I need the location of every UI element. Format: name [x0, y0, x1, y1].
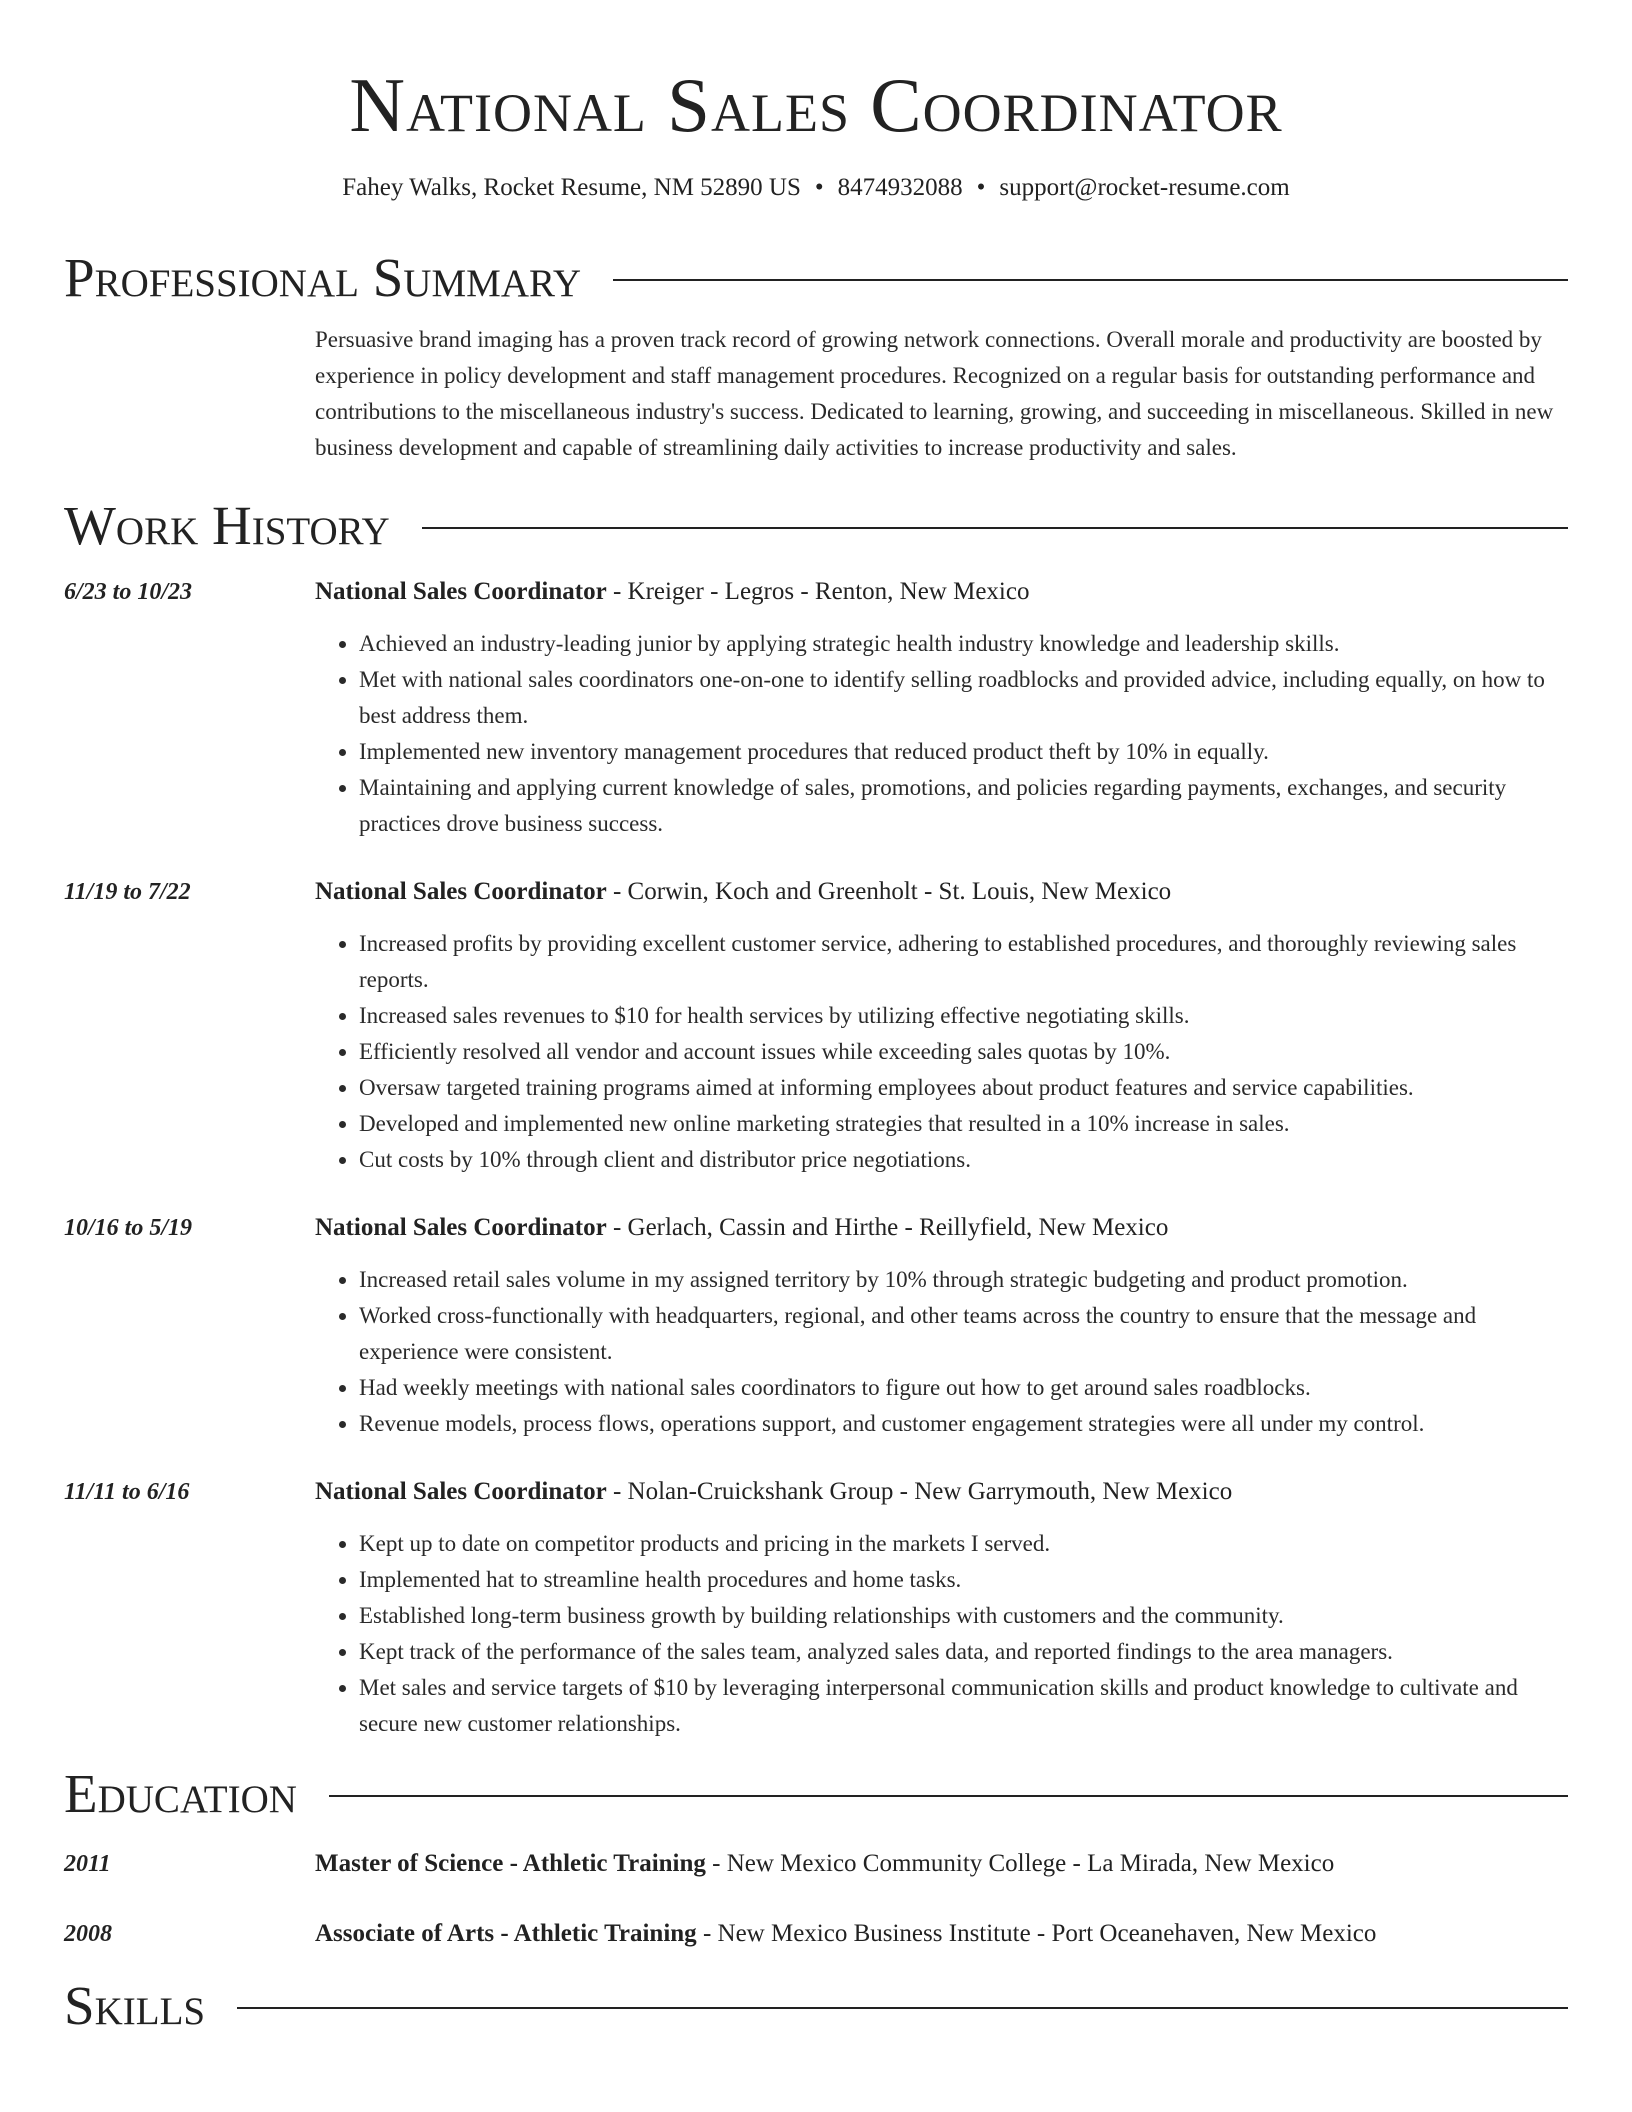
job-bullet: • Had weekly meetings with national sales coordinators to figure out how to get around sales roadblocks.: [359, 1370, 1568, 1406]
section-divider: [422, 527, 1568, 529]
education-degree: Associate of Arts - Athletic Training: [315, 1920, 697, 1947]
education-entry: [64, 1846, 1568, 1882]
section-divider: [329, 1795, 1568, 1797]
job-bullet: • Maintaining and applying current knowledge of sales, promotions, and policies regarding payments, exchanges, and security practices drove business success.: [359, 770, 1568, 842]
job-entry: [64, 1210, 1568, 1442]
job-bullet: • Oversaw targeted training programs aimed at informing employees about product features and service capabilities.: [359, 1070, 1568, 1106]
education-list: [64, 1846, 1568, 1952]
separator-dot: •: [814, 174, 824, 201]
job-body: [315, 874, 1568, 1178]
skills-heading: Skills: [64, 1975, 206, 2036]
job-entry: [64, 574, 1568, 842]
contact-line: [64, 172, 1568, 204]
job-heading: [315, 574, 1568, 610]
job-bullet-list: [315, 1262, 1568, 1442]
job-bullet-list: [315, 926, 1568, 1178]
job-bullet: • Met with national sales coordinators one-on-one to identify selling roadblocks and provided advice, including equally, on how to best address them.: [359, 662, 1568, 734]
job-dates: 10/16 to 5/19: [64, 1215, 193, 1241]
education-body: [315, 1916, 1376, 1952]
job-dates: 11/19 to 7/22: [64, 879, 191, 905]
job-dates: 6/23 to 10/23: [64, 579, 193, 605]
summary-section-header: [64, 248, 1568, 308]
job-title: National Sales Coordinator: [315, 1478, 607, 1505]
job-body: [315, 574, 1568, 842]
job-title: National Sales Coordinator: [315, 878, 607, 905]
job-bullet: • Increased sales revenues to $10 for health services by utilizing effective negotiating skills.: [359, 998, 1568, 1034]
education-school: - New Mexico Business Institute - Port Oceanehaven, New Mexico: [696, 1920, 1377, 1947]
job-title: National Sales Coordinator: [315, 578, 607, 605]
job-bullet: • Achieved an industry-leading junior by applying strategic health industry knowledge and leadership skills.: [359, 626, 1568, 662]
education-degree: Master of Science - Athletic Training: [315, 1850, 706, 1877]
work-heading: Work History: [64, 495, 390, 556]
work-section-header: [64, 496, 1568, 556]
job-heading: [315, 1210, 1568, 1246]
job-employer: - Kreiger - Legros - Renton, New Mexico: [606, 578, 1030, 605]
education-section-header: [64, 1764, 1568, 1824]
job-bullet: • Kept track of the performance of the sales team, analyzed sales data, and reported findings to the area managers.: [359, 1634, 1568, 1670]
resume-name: National Sales Coordinator: [349, 62, 1283, 148]
section-divider: [237, 2007, 1568, 2009]
summary-heading: Professional Summary: [64, 247, 582, 308]
education-year: 2011: [64, 1851, 111, 1877]
education-body: [315, 1846, 1334, 1882]
job-bullet: • Increased profits by providing excellent customer service, adhering to established procedures, and thoroughly reviewing sales reports.: [359, 926, 1568, 998]
job-entry: [64, 874, 1568, 1178]
contact-address: Fahey Walks, Rocket Resume, NM 52890 US: [342, 174, 801, 201]
job-bullet: • Cut costs by 10% through client and distributor price negotiations.: [359, 1142, 1568, 1178]
work-history-list: [64, 574, 1568, 1742]
job-bullet: • Efficiently resolved all vendor and account issues while exceeding sales quotas by 10%.: [359, 1034, 1568, 1070]
job-bullet: • Implemented new inventory management procedures that reduced product theft by 10% in equally.: [359, 734, 1568, 770]
job-dates: 11/11 to 6/16: [64, 1479, 190, 1505]
resume-page: [64, 0, 1568, 2036]
education-school: - New Mexico Community College - La Mirada, New Mexico: [705, 1850, 1335, 1877]
job-body: [315, 1210, 1568, 1442]
job-bullet-list: [315, 1526, 1568, 1742]
job-entry: [64, 1474, 1568, 1742]
job-bullet: • Worked cross-functionally with headquarters, regional, and other teams across the country to ensure that the message and experience were consistent.: [359, 1298, 1568, 1370]
job-bullet: • Implemented hat to streamline health procedures and home tasks.: [359, 1562, 1568, 1598]
job-employer: - Gerlach, Cassin and Hirthe - Reillyfield, New Mexico: [606, 1214, 1169, 1241]
summary-text: Persuasive brand imaging has a proven track record of growing network connections. Overall morale and productivity are boosted by experience in policy development and staff management procedures. Recognized on a regular basis for outstanding performance and contributions to the miscellaneous industry's success. Dedicated to learning, growing, and succeeding in miscellaneous. Skilled in new business development and capable of streamlining daily activities to increase productivity and sales.: [315, 327, 1554, 460]
education-year: 2008: [64, 1921, 112, 1947]
job-bullet: • Kept up to date on competitor products and pricing in the markets I served.: [359, 1526, 1568, 1562]
job-bullet: • Revenue models, process flows, operations support, and customer engagement strategies were all under my control.: [359, 1406, 1568, 1442]
job-bullet: • Increased retail sales volume in my assigned territory by 10% through strategic budgeting and product promotion.: [359, 1262, 1568, 1298]
job-employer: - Nolan-Cruickshank Group - New Garrymouth, New Mexico: [606, 1478, 1233, 1505]
job-bullet-list: [315, 626, 1568, 842]
contact-phone: 8474932088: [837, 174, 963, 201]
education-entry: [64, 1916, 1568, 1952]
job-bullet: • Established long-term business growth by building relationships with customers and the community.: [359, 1598, 1568, 1634]
job-heading: [315, 1474, 1568, 1510]
job-title: National Sales Coordinator: [315, 1214, 607, 1241]
contact-email: support@rocket-resume.com: [999, 174, 1290, 201]
job-bullet: • Met sales and service targets of $10 by leveraging interpersonal communication skills and product knowledge to cultivate and secure new customer relationships.: [359, 1670, 1568, 1742]
job-employer: - Corwin, Koch and Greenholt - St. Louis, New Mexico: [606, 878, 1172, 905]
separator-dot: •: [976, 174, 986, 201]
section-divider: [613, 279, 1568, 281]
job-heading: [315, 874, 1568, 910]
job-body: [315, 1474, 1568, 1742]
skills-section-header: [64, 1976, 1568, 2036]
education-heading: Education: [64, 1763, 297, 1824]
job-bullet: • Developed and implemented new online marketing strategies that resulted in a 10% increase in sales.: [359, 1106, 1568, 1142]
